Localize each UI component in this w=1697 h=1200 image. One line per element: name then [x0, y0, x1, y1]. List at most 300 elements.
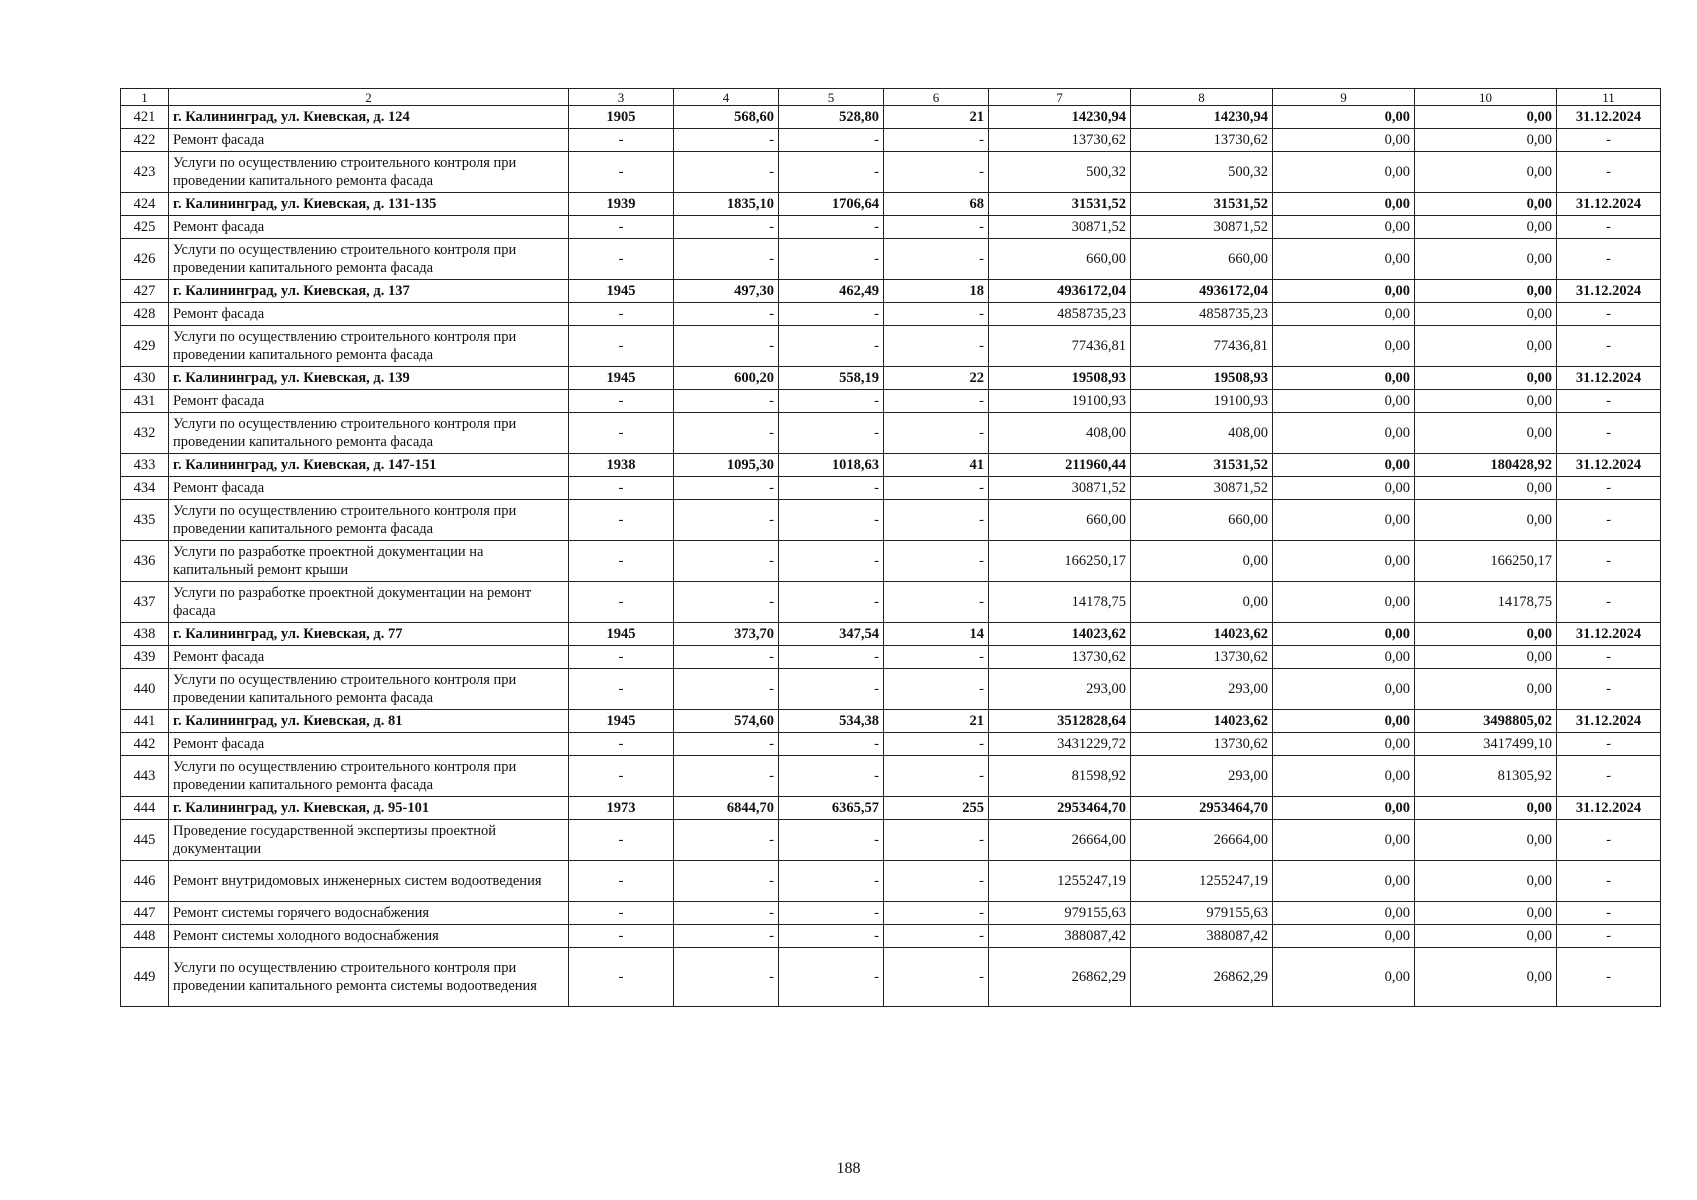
cost-cell: 26862,29: [1131, 948, 1273, 1007]
year-cell: -: [569, 582, 674, 623]
area-total-cell: 600,20: [674, 367, 779, 390]
area-living-cell: -: [779, 326, 884, 367]
cost-cell: 0,00: [1131, 582, 1273, 623]
cost-cell: 0,00: [1273, 216, 1415, 239]
year-cell: 1945: [569, 623, 674, 646]
cost-cell: 1255247,19: [1131, 861, 1273, 902]
area-total-cell: 497,30: [674, 280, 779, 303]
year-cell: -: [569, 326, 674, 367]
area-living-cell: 1018,63: [779, 454, 884, 477]
column-number-header: 8: [1131, 89, 1273, 106]
cost-cell: 0,00: [1415, 820, 1557, 861]
page-number: 188: [836, 1160, 861, 1177]
row-number: 434: [121, 477, 169, 500]
row-description: Услуги по осуществлению строительного контроля при проведении капитального ремонта фасада: [169, 152, 569, 193]
year-cell: 1945: [569, 367, 674, 390]
total-cost-cell: 3431229,72: [989, 733, 1131, 756]
cost-cell: 0,00: [1273, 925, 1415, 948]
row-description: Услуги по осуществлению строительного контроля при проведении капитального ремонта фасада: [169, 756, 569, 797]
deadline-cell: -: [1557, 303, 1661, 326]
area-total-cell: -: [674, 303, 779, 326]
year-cell: -: [569, 541, 674, 582]
area-total-cell: -: [674, 129, 779, 152]
column-number-header: 1: [121, 89, 169, 106]
year-cell: -: [569, 152, 674, 193]
work-row: [121, 925, 1661, 948]
cost-cell: 26664,00: [1131, 820, 1273, 861]
row-number: 442: [121, 733, 169, 756]
deadline-cell: -: [1557, 541, 1661, 582]
year-cell: -: [569, 129, 674, 152]
area-living-cell: -: [779, 413, 884, 454]
cost-cell: 0,00: [1273, 413, 1415, 454]
area-living-cell: -: [779, 500, 884, 541]
year-cell: 1945: [569, 710, 674, 733]
area-total-cell: 1095,30: [674, 454, 779, 477]
row-description: Услуги по осуществлению строительного контроля при проведении капитального ремонта фасада: [169, 239, 569, 280]
cost-cell: 0,00: [1415, 390, 1557, 413]
total-cost-cell: 26862,29: [989, 948, 1131, 1007]
cost-cell: 0,00: [1415, 129, 1557, 152]
cost-cell: 0,00: [1273, 193, 1415, 216]
cost-cell: 0,00: [1131, 541, 1273, 582]
row-number: 424: [121, 193, 169, 216]
area-living-cell: -: [779, 756, 884, 797]
cost-cell: 30871,52: [1131, 477, 1273, 500]
total-cost-cell: 500,32: [989, 152, 1131, 193]
area-living-cell: -: [779, 239, 884, 280]
year-cell: 1973: [569, 797, 674, 820]
cost-cell: 0,00: [1273, 500, 1415, 541]
row-number: 431: [121, 390, 169, 413]
cost-cell: 180428,92: [1415, 454, 1557, 477]
residents-cell: 21: [884, 710, 989, 733]
cost-cell: 81305,92: [1415, 756, 1557, 797]
cost-cell: 0,00: [1273, 390, 1415, 413]
year-cell: -: [569, 216, 674, 239]
cost-cell: 0,00: [1273, 710, 1415, 733]
work-row: [121, 303, 1661, 326]
cost-cell: 0,00: [1415, 669, 1557, 710]
cost-cell: 0,00: [1273, 280, 1415, 303]
cost-cell: 0,00: [1415, 326, 1557, 367]
year-cell: -: [569, 646, 674, 669]
work-row: [121, 820, 1661, 861]
cost-cell: 14023,62: [1131, 623, 1273, 646]
residents-cell: -: [884, 733, 989, 756]
total-cost-cell: 293,00: [989, 669, 1131, 710]
row-number: 430: [121, 367, 169, 390]
row-number: 421: [121, 106, 169, 129]
cost-cell: 0,00: [1415, 902, 1557, 925]
year-cell: -: [569, 820, 674, 861]
cost-cell: 660,00: [1131, 500, 1273, 541]
total-cost-cell: 211960,44: [989, 454, 1131, 477]
work-row: [121, 902, 1661, 925]
deadline-cell: -: [1557, 216, 1661, 239]
total-cost-cell: 30871,52: [989, 216, 1131, 239]
total-cost-cell: 4936172,04: [989, 280, 1131, 303]
cost-cell: 0,00: [1415, 948, 1557, 1007]
year-cell: -: [569, 948, 674, 1007]
residents-cell: -: [884, 239, 989, 280]
cost-cell: 13730,62: [1131, 733, 1273, 756]
deadline-cell: -: [1557, 733, 1661, 756]
column-number-header: 6: [884, 89, 989, 106]
row-number: 444: [121, 797, 169, 820]
deadline-cell: 31.12.2024: [1557, 280, 1661, 303]
cost-cell: 660,00: [1131, 239, 1273, 280]
deadline-cell: -: [1557, 925, 1661, 948]
area-total-cell: -: [674, 152, 779, 193]
row-number: 435: [121, 500, 169, 541]
cost-cell: 30871,52: [1131, 216, 1273, 239]
residents-cell: -: [884, 925, 989, 948]
row-description: Услуги по осуществлению строительного контроля при проведении капитального ремонта системы водоотведения: [169, 948, 569, 1007]
row-number: 436: [121, 541, 169, 582]
area-total-cell: -: [674, 239, 779, 280]
cost-cell: 14023,62: [1131, 710, 1273, 733]
row-description: Услуги по разработке проектной документации на ремонт фасада: [169, 582, 569, 623]
year-cell: -: [569, 239, 674, 280]
residents-cell: 255: [884, 797, 989, 820]
column-number-header: 4: [674, 89, 779, 106]
row-number: 446: [121, 861, 169, 902]
area-total-cell: 574,60: [674, 710, 779, 733]
residents-cell: -: [884, 152, 989, 193]
row-number: 448: [121, 925, 169, 948]
row-number: 428: [121, 303, 169, 326]
total-cost-cell: 81598,92: [989, 756, 1131, 797]
area-living-cell: 1706,64: [779, 193, 884, 216]
row-description: г. Калининград, ул. Киевская, д. 95-101: [169, 797, 569, 820]
deadline-cell: -: [1557, 390, 1661, 413]
cost-cell: 4858735,23: [1131, 303, 1273, 326]
work-row: [121, 646, 1661, 669]
area-living-cell: -: [779, 582, 884, 623]
residents-cell: -: [884, 477, 989, 500]
cost-cell: 979155,63: [1131, 902, 1273, 925]
year-cell: -: [569, 902, 674, 925]
row-number: 439: [121, 646, 169, 669]
area-living-cell: 558,19: [779, 367, 884, 390]
residents-cell: -: [884, 303, 989, 326]
work-row: [121, 390, 1661, 413]
data-table: [120, 88, 1661, 1007]
row-description: Услуги по разработке проектной документации на капитальный ремонт крыши: [169, 541, 569, 582]
area-total-cell: -: [674, 669, 779, 710]
cost-cell: 500,32: [1131, 152, 1273, 193]
total-cost-cell: 19508,93: [989, 367, 1131, 390]
cost-cell: 19100,93: [1131, 390, 1273, 413]
work-row: [121, 500, 1661, 541]
residents-cell: 14: [884, 623, 989, 646]
year-cell: -: [569, 303, 674, 326]
total-cost-cell: 4858735,23: [989, 303, 1131, 326]
total-cost-cell: 19100,93: [989, 390, 1131, 413]
year-cell: 1945: [569, 280, 674, 303]
year-cell: 1905: [569, 106, 674, 129]
residents-cell: -: [884, 541, 989, 582]
cost-cell: 0,00: [1415, 106, 1557, 129]
row-description: Ремонт фасада: [169, 216, 569, 239]
work-row: [121, 152, 1661, 193]
cost-cell: 166250,17: [1415, 541, 1557, 582]
cost-cell: 0,00: [1273, 477, 1415, 500]
year-cell: -: [569, 733, 674, 756]
residents-cell: 41: [884, 454, 989, 477]
area-living-cell: 6365,57: [779, 797, 884, 820]
year-cell: -: [569, 500, 674, 541]
area-total-cell: 1835,10: [674, 193, 779, 216]
residents-cell: -: [884, 948, 989, 1007]
area-living-cell: -: [779, 129, 884, 152]
row-number: 423: [121, 152, 169, 193]
column-number-header: 3: [569, 89, 674, 106]
row-description: Ремонт фасада: [169, 477, 569, 500]
area-total-cell: -: [674, 733, 779, 756]
address-row: [121, 280, 1661, 303]
row-description: г. Калининград, ул. Киевская, д. 131-135: [169, 193, 569, 216]
area-living-cell: -: [779, 152, 884, 193]
deadline-cell: -: [1557, 948, 1661, 1007]
total-cost-cell: 3512828,64: [989, 710, 1131, 733]
area-total-cell: -: [674, 646, 779, 669]
cost-cell: 0,00: [1415, 303, 1557, 326]
year-cell: -: [569, 669, 674, 710]
deadline-cell: 31.12.2024: [1557, 454, 1661, 477]
cost-cell: 0,00: [1273, 367, 1415, 390]
residents-cell: -: [884, 669, 989, 710]
cost-cell: 2953464,70: [1131, 797, 1273, 820]
cost-cell: 14178,75: [1415, 582, 1557, 623]
row-number: 426: [121, 239, 169, 280]
area-total-cell: -: [674, 820, 779, 861]
cost-cell: 0,00: [1273, 582, 1415, 623]
area-total-cell: -: [674, 413, 779, 454]
row-description: Проведение государственной экспертизы проектной документации: [169, 820, 569, 861]
row-description: Ремонт фасада: [169, 646, 569, 669]
column-number-header: 2: [169, 89, 569, 106]
cost-cell: 0,00: [1415, 367, 1557, 390]
residents-cell: 68: [884, 193, 989, 216]
work-row: [121, 733, 1661, 756]
cost-cell: 77436,81: [1131, 326, 1273, 367]
deadline-cell: 31.12.2024: [1557, 623, 1661, 646]
area-living-cell: -: [779, 390, 884, 413]
area-living-cell: -: [779, 861, 884, 902]
cost-cell: 19508,93: [1131, 367, 1273, 390]
row-number: 440: [121, 669, 169, 710]
area-living-cell: 462,49: [779, 280, 884, 303]
deadline-cell: -: [1557, 861, 1661, 902]
cost-cell: 408,00: [1131, 413, 1273, 454]
area-total-cell: -: [674, 216, 779, 239]
cost-cell: 0,00: [1273, 646, 1415, 669]
deadline-cell: -: [1557, 413, 1661, 454]
residents-cell: -: [884, 390, 989, 413]
total-cost-cell: 30871,52: [989, 477, 1131, 500]
total-cost-cell: 13730,62: [989, 646, 1131, 669]
cost-cell: 0,00: [1273, 454, 1415, 477]
area-total-cell: -: [674, 500, 779, 541]
area-total-cell: -: [674, 756, 779, 797]
row-description: Услуги по осуществлению строительного контроля при проведении капитального ремонта фасада: [169, 500, 569, 541]
deadline-cell: -: [1557, 129, 1661, 152]
deadline-cell: -: [1557, 326, 1661, 367]
work-row: [121, 239, 1661, 280]
deadline-cell: 31.12.2024: [1557, 797, 1661, 820]
residents-cell: -: [884, 500, 989, 541]
column-number-header: 7: [989, 89, 1131, 106]
row-description: г. Калининград, ул. Киевская, д. 147-151: [169, 454, 569, 477]
area-total-cell: -: [674, 541, 779, 582]
address-row: [121, 367, 1661, 390]
cost-cell: 0,00: [1273, 820, 1415, 861]
area-total-cell: 6844,70: [674, 797, 779, 820]
residents-cell: -: [884, 413, 989, 454]
area-total-cell: -: [674, 326, 779, 367]
address-row: [121, 710, 1661, 733]
address-row: [121, 193, 1661, 216]
area-total-cell: -: [674, 948, 779, 1007]
row-description: г. Калининград, ул. Киевская, д. 139: [169, 367, 569, 390]
row-description: Ремонт фасада: [169, 303, 569, 326]
cost-cell: 0,00: [1415, 623, 1557, 646]
row-description: г. Калининград, ул. Киевская, д. 137: [169, 280, 569, 303]
residents-cell: -: [884, 756, 989, 797]
cost-cell: 293,00: [1131, 756, 1273, 797]
cost-cell: 31531,52: [1131, 454, 1273, 477]
cost-cell: 0,00: [1273, 902, 1415, 925]
column-number-header: 5: [779, 89, 884, 106]
row-description: Услуги по осуществлению строительного контроля при проведении капитального ремонта фасада: [169, 413, 569, 454]
cost-cell: 0,00: [1415, 239, 1557, 280]
cost-cell: 0,00: [1415, 152, 1557, 193]
work-row: [121, 948, 1661, 1007]
cost-cell: 0,00: [1273, 152, 1415, 193]
cost-cell: 0,00: [1415, 925, 1557, 948]
cost-cell: 0,00: [1273, 756, 1415, 797]
cost-cell: 0,00: [1415, 646, 1557, 669]
work-row: [121, 326, 1661, 367]
row-description: Ремонт фасада: [169, 733, 569, 756]
work-row: [121, 861, 1661, 902]
cost-cell: 0,00: [1273, 948, 1415, 1007]
cost-cell: 3417499,10: [1415, 733, 1557, 756]
total-cost-cell: 660,00: [989, 239, 1131, 280]
cost-cell: 0,00: [1415, 413, 1557, 454]
area-total-cell: 568,60: [674, 106, 779, 129]
cost-cell: 3498805,02: [1415, 710, 1557, 733]
deadline-cell: 31.12.2024: [1557, 710, 1661, 733]
area-total-cell: -: [674, 390, 779, 413]
row-description: г. Калининград, ул. Киевская, д. 77: [169, 623, 569, 646]
cost-cell: 0,00: [1273, 797, 1415, 820]
residents-cell: -: [884, 902, 989, 925]
row-description: Ремонт фасада: [169, 390, 569, 413]
cost-cell: 0,00: [1273, 541, 1415, 582]
cost-cell: 0,00: [1273, 861, 1415, 902]
area-living-cell: -: [779, 925, 884, 948]
total-cost-cell: 166250,17: [989, 541, 1131, 582]
deadline-cell: 31.12.2024: [1557, 106, 1661, 129]
work-row: [121, 582, 1661, 623]
deadline-cell: -: [1557, 152, 1661, 193]
year-cell: -: [569, 925, 674, 948]
residents-cell: -: [884, 646, 989, 669]
row-number: 447: [121, 902, 169, 925]
work-row: [121, 216, 1661, 239]
residents-cell: 21: [884, 106, 989, 129]
area-living-cell: -: [779, 948, 884, 1007]
row-number: 449: [121, 948, 169, 1007]
row-description: Услуги по осуществлению строительного контроля при проведении капитального ремонта фасада: [169, 669, 569, 710]
deadline-cell: -: [1557, 669, 1661, 710]
residents-cell: 18: [884, 280, 989, 303]
cost-cell: 31531,52: [1131, 193, 1273, 216]
deadline-cell: 31.12.2024: [1557, 367, 1661, 390]
work-row: [121, 477, 1661, 500]
row-number: 427: [121, 280, 169, 303]
area-living-cell: 528,80: [779, 106, 884, 129]
cost-cell: 0,00: [1273, 106, 1415, 129]
deadline-cell: 31.12.2024: [1557, 193, 1661, 216]
cost-cell: 0,00: [1273, 326, 1415, 367]
row-description: Услуги по осуществлению строительного контроля при проведении капитального ремонта фасада: [169, 326, 569, 367]
year-cell: 1939: [569, 193, 674, 216]
address-row: [121, 454, 1661, 477]
total-cost-cell: 14230,94: [989, 106, 1131, 129]
total-cost-cell: 388087,42: [989, 925, 1131, 948]
cost-cell: 0,00: [1415, 861, 1557, 902]
cost-cell: 0,00: [1273, 669, 1415, 710]
column-number-header: 10: [1415, 89, 1557, 106]
total-cost-cell: 408,00: [989, 413, 1131, 454]
area-total-cell: -: [674, 861, 779, 902]
cost-cell: 0,00: [1415, 280, 1557, 303]
residents-cell: -: [884, 326, 989, 367]
cost-cell: 0,00: [1415, 477, 1557, 500]
area-total-cell: -: [674, 477, 779, 500]
cost-cell: 0,00: [1415, 216, 1557, 239]
row-description: Ремонт системы холодного водоснабжения: [169, 925, 569, 948]
deadline-cell: -: [1557, 902, 1661, 925]
row-number: 438: [121, 623, 169, 646]
row-number: 437: [121, 582, 169, 623]
area-living-cell: -: [779, 669, 884, 710]
area-total-cell: -: [674, 902, 779, 925]
column-number-header: 9: [1273, 89, 1415, 106]
row-number: 443: [121, 756, 169, 797]
cost-cell: 13730,62: [1131, 129, 1273, 152]
total-cost-cell: 979155,63: [989, 902, 1131, 925]
row-description: Ремонт системы горячего водоснабжения: [169, 902, 569, 925]
deadline-cell: -: [1557, 756, 1661, 797]
area-total-cell: -: [674, 925, 779, 948]
cost-cell: 0,00: [1273, 239, 1415, 280]
year-cell: 1938: [569, 454, 674, 477]
residents-cell: -: [884, 216, 989, 239]
row-number: 441: [121, 710, 169, 733]
residents-cell: -: [884, 129, 989, 152]
area-total-cell: -: [674, 582, 779, 623]
deadline-cell: -: [1557, 239, 1661, 280]
address-row: [121, 106, 1661, 129]
year-cell: -: [569, 413, 674, 454]
row-number: 429: [121, 326, 169, 367]
total-cost-cell: 31531,52: [989, 193, 1131, 216]
